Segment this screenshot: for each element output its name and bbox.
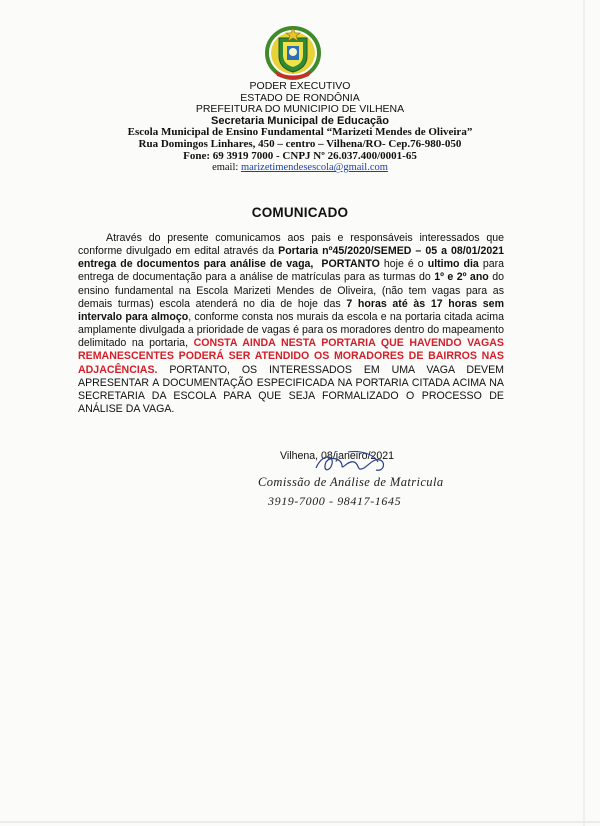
page-title: COMUNICADO (251, 205, 349, 220)
body-intro: Através do presente comunicamos aos pais e responsáveis interessados que conforme divulgado em edital através da (78, 232, 504, 258)
body-entrega: para entrega de documentação para a análise de matrículas para as turmas do (78, 258, 505, 284)
body-red-notice: CONSTA AINDA NESTA PORTARIA QUE HAVENDO VAGAS REMANESCENTES PODERÁ SER ATENDIDO OS MORADORES DE BAIRROS NAS ADJACÊNCIAS. (78, 337, 504, 376)
header-line-prefecture: PREFEITURA DO MUNICIPIO DE VILHENA (195, 103, 405, 116)
header-line-phone-cnpj: Fone: 69 3919 7000 - CNPJ Nº 26.037.400/0001-65 (183, 149, 417, 162)
header-line-state: ESTADO DE RONDÔNIA (240, 91, 360, 104)
email-label: email: (212, 162, 239, 174)
date-line: Vilhena, 08/janeiro/2021 (280, 450, 395, 462)
body-final: PORTANTO, OS INTERESSADOS EM UMA VAGA DEVEM APRESENTAR A DOCUMENTAÇÃO ESPECIFICADA NA PORTARIA CITADA ACIMA NA SECRETARIA DA ESCOLA PARA QUE SEJA FORMALIZADO O PROCESSO DE ANÁLISE DA VAGA. (78, 363, 504, 416)
body-hoje: hoje é o (383, 258, 424, 271)
body-ultimo-dia: ultimo dia (427, 258, 479, 271)
email-link[interactable]: marizetimendesescola@gmail.com (240, 162, 388, 174)
body-horario: 7 horas até às 17 horas sem intervalo para almoço (78, 297, 504, 323)
commission-phones: 3919-7000 - 98417-1645 (268, 494, 402, 508)
body-escola: do ensino fundamental na Escola Marizeti Mendes de Oliveira, (não tem vagas para as demais turmas) escola atenderá no dia de hoje das (78, 271, 505, 310)
body-portaria: Portaria nº45/2020/SEMED – 05 a 08/01/2021 entrega de documentos para análise de vaga, (78, 245, 505, 271)
commission-name: Comissão de Análise de Matricula (258, 475, 444, 489)
body-turmas: 1º e 2º ano (434, 271, 489, 284)
header-line-school: Escola Municipal de Ensino Fundamental “Marizeti Mendes de Oliveira” (127, 126, 473, 139)
header-line-address: Rua Domingos Linhares, 450 – centro – Vilhena/RO- Cep.76-980-050 (138, 137, 462, 150)
header-line-executive: PODER EXECUTIVO (249, 80, 351, 92)
body-portanto: PORTANTO (321, 258, 380, 271)
body-mapeamento: , conforme consta nos murais da escola e na portaria citada acima amplamente divulgada a prioridade de vagas é para os moradores dentro do mapeamento delimitado na portaria, (78, 310, 504, 350)
header-line-secretariat: Secretaria Municipal de Educação (211, 114, 389, 127)
